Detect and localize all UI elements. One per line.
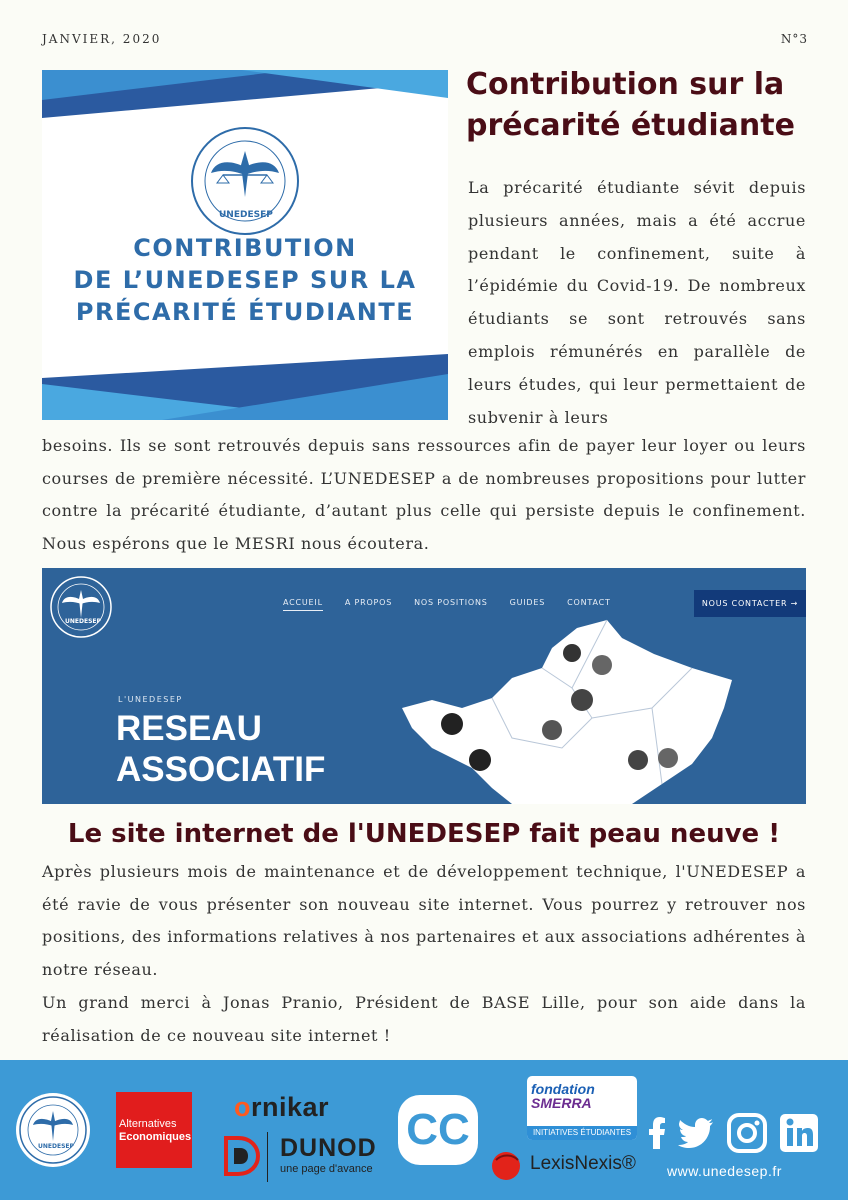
social-links: [648, 1112, 818, 1154]
fondation-smerra-logo: fondation SMERRA INITIATIVES ÉTUDIANTES: [527, 1076, 637, 1140]
footer-seal-icon: [16, 1093, 90, 1167]
dunod-tagline: une page d'avance: [280, 1163, 373, 1175]
contribution-image-title: CONTRIBUTION DE L’UNEDESEP SUR LA PRÉCARITÉ ÉTUDIANTE: [73, 234, 417, 326]
lexisnexis-mark-icon: [488, 1146, 524, 1182]
article-title-site: Le site internet de l'UNEDESEP fait peau neuve !: [67, 819, 781, 849]
site-kicker: L'UNEDESEP: [118, 695, 183, 704]
seal-label: UNEDESEP: [219, 210, 273, 220]
issue-number: N°3: [780, 32, 808, 46]
website-screenshot: [42, 568, 806, 804]
facebook-icon[interactable]: [648, 1117, 666, 1149]
site-hero-title: RESEAU ASSOCIATIF: [116, 709, 326, 789]
nav-accueil[interactable]: ACCUEIL: [283, 598, 323, 611]
article-paragraph-top: La précarité étudiante sévit depuis plusieurs années, mais a été accrue pendant le confinement, suite à l’épidémie du Covid-19. De nombreux étudiants se sont retrouvés sans emplois rémunérés en parallèle de leurs études, qui leur permettaient de subvenir à leurs: [468, 178, 806, 427]
france-map-icon: [392, 608, 806, 804]
nav-guides[interactable]: GUIDES: [509, 598, 546, 607]
partners-footer: [0, 1060, 848, 1200]
linkedin-icon[interactable]: [780, 1114, 818, 1152]
cc-logo: CC: [398, 1095, 478, 1165]
contribution-illustration: [42, 70, 448, 420]
footer-seal-label: UNEDESEP: [38, 1143, 74, 1150]
contact-button[interactable]: NOUS CONTACTER →: [694, 590, 806, 617]
bottom-banner-shape: [42, 354, 448, 420]
article-paragraph-site: Après plusieurs mois de maintenance et de développement technique, l'UNEDESEP a été ravie de vous présenter son nouveau site internet. Vous pourrez y retrouver nos positions, des informations relatives à nos partenaires et aux associations adhérentes à notre réseau.: [42, 862, 806, 979]
website-url-link[interactable]: www.unedesep.fr: [667, 1163, 782, 1179]
instagram-icon[interactable]: [726, 1112, 768, 1154]
site-logo-icon: [48, 574, 114, 640]
article-title-precarite: Contribution sur la précarité étudiante: [466, 67, 795, 143]
nav-nos-positions[interactable]: NOS POSITIONS: [414, 598, 488, 607]
article-paragraph-thanks: Un grand merci à Jonas Pranio, Président de BASE Lille, pour son aide dans la réalisation de ce nouveau site internet !: [42, 993, 806, 1045]
article-paragraph-bottom: besoins. Ils se sont retrouvés depuis sans ressources afin de payer leur loyer ou leurs courses de première nécessité. L’UNEDESEP a de nombreuses propositions pour lutter contre la précarité étudiante, d’autant plus celle qui persiste depuis le confinement. Nous espérons que le MESRI nous écoutera.: [42, 436, 806, 553]
dunod-logo: DUNOD: [280, 1134, 377, 1162]
unedesep-seal-icon: [189, 125, 301, 237]
dunod-mark-icon: [220, 1134, 260, 1176]
nav-contact[interactable]: CONTACT: [567, 598, 611, 607]
ornikar-logo: ornikar: [234, 1092, 330, 1122]
twitter-icon[interactable]: [678, 1118, 714, 1148]
site-logo-label: UNEDESEP: [65, 618, 101, 625]
dunod-separator: [267, 1132, 268, 1182]
alternatives-economiques-logo: Alternatives Economiques: [116, 1092, 192, 1168]
nav-a-propos[interactable]: A PROPOS: [344, 598, 393, 607]
issue-date: JANVIER, 2020: [42, 32, 162, 46]
lexisnexis-logo: LexisNexis®: [530, 1153, 636, 1174]
footer-unedesep-logo: [16, 1093, 90, 1167]
